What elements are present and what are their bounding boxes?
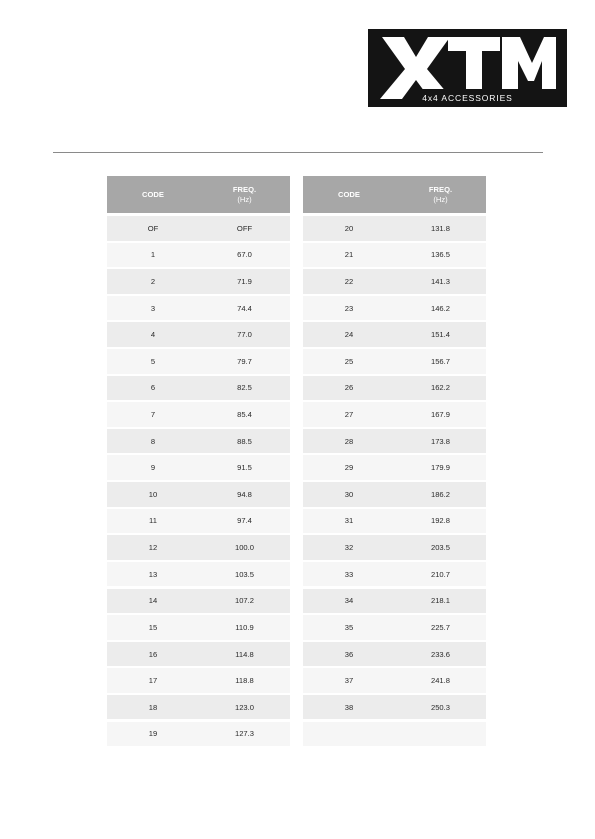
cell-code: 2 <box>150 276 156 286</box>
table-row <box>107 589 290 614</box>
table-row <box>303 695 486 720</box>
table-row <box>107 402 290 427</box>
table-row <box>107 535 290 560</box>
cell-freq: 114.8 <box>235 649 254 659</box>
table-row <box>303 376 486 401</box>
cell-code: 12 <box>148 543 158 553</box>
table-row <box>107 216 290 241</box>
cell-freq: 131.8 <box>430 223 450 233</box>
cell-code: 4 <box>150 330 156 340</box>
cell-code: 31 <box>344 516 354 526</box>
table-header <box>107 176 290 213</box>
cell-freq: 141.3 <box>430 276 450 286</box>
brand-logo <box>368 29 567 107</box>
table-row <box>303 562 486 587</box>
cell-freq: 250.3 <box>430 702 450 712</box>
cell-code: 38 <box>344 702 354 712</box>
cell-code: 13 <box>148 569 158 579</box>
cell-code: 15 <box>148 622 158 632</box>
cell-freq: 100.0 <box>234 543 254 553</box>
cell-code: OF <box>147 223 159 233</box>
table-row <box>303 216 486 241</box>
cell-code: 9 <box>150 463 156 473</box>
cell-freq: 156.7 <box>430 356 450 366</box>
cell-freq: 136.5 <box>430 250 450 260</box>
cell-freq: 162.2 <box>430 383 450 393</box>
ctcss-table-left <box>107 176 290 748</box>
cell-code: 27 <box>344 410 354 420</box>
cell-code: 14 <box>148 596 158 606</box>
table-row <box>303 455 486 480</box>
table-row <box>303 668 486 693</box>
table-row <box>107 296 290 321</box>
table-row <box>107 509 290 534</box>
cell-code: 25 <box>344 356 354 366</box>
table-row <box>107 269 290 294</box>
cell-freq: 151.4 <box>430 330 450 340</box>
table-row <box>303 589 486 614</box>
cell-freq: OFF <box>236 223 253 233</box>
table-header <box>303 176 486 213</box>
table-row <box>107 695 290 720</box>
header-code: CODE <box>142 190 164 199</box>
cell-freq: 225.7 <box>430 622 450 632</box>
cell-code: 6 <box>150 383 156 393</box>
cell-freq: 85.4 <box>237 410 252 420</box>
table-row <box>107 376 290 401</box>
header-freq-unit: (Hz) <box>433 194 448 204</box>
cell-freq: 77.0 <box>237 330 252 340</box>
table-row <box>303 269 486 294</box>
cell-freq: 74.4 <box>237 303 252 313</box>
cell-freq: 192.8 <box>430 516 450 526</box>
cell-freq: 107.2 <box>234 596 254 606</box>
cell-freq: 110.9 <box>235 622 254 632</box>
cell-code: 30 <box>344 489 354 499</box>
table-row <box>107 722 290 747</box>
table-row <box>303 322 486 347</box>
cell-code: 10 <box>148 489 158 499</box>
cell-freq: 71.9 <box>237 276 252 286</box>
cell-freq: 218.1 <box>430 596 450 606</box>
table-row <box>107 642 290 667</box>
header-freq-label: FREQ. <box>428 184 453 194</box>
table-row <box>303 429 486 454</box>
cell-code: 26 <box>344 383 354 393</box>
cell-code: 5 <box>150 356 156 366</box>
header-code: CODE <box>338 190 360 199</box>
cell-freq: 203.5 <box>430 543 450 553</box>
cell-code: 23 <box>344 303 354 313</box>
cell-freq: 210.7 <box>430 569 450 579</box>
cell-code: 19 <box>148 729 158 739</box>
header-freq-label: FREQ. <box>232 184 257 194</box>
header-freq <box>395 185 486 205</box>
table-row <box>107 322 290 347</box>
table-body <box>303 216 486 746</box>
cell-freq: 88.5 <box>237 436 252 446</box>
cell-freq: 91.5 <box>237 463 252 473</box>
cell-code: 28 <box>344 436 354 446</box>
cell-freq: 173.8 <box>430 436 450 446</box>
table-row <box>107 482 290 507</box>
cell-freq: 179.9 <box>430 463 450 473</box>
cell-freq: 97.4 <box>237 516 252 526</box>
cell-code: 18 <box>148 702 158 712</box>
cell-code: 16 <box>148 649 158 659</box>
cell-code: 36 <box>344 649 354 659</box>
cell-code: 22 <box>344 276 354 286</box>
header-freq-unit: (Hz) <box>237 194 252 204</box>
cell-code: 32 <box>344 543 354 553</box>
cell-freq: 127.3 <box>234 729 254 739</box>
cell-freq: 103.5 <box>234 569 254 579</box>
cell-code: 17 <box>148 676 158 686</box>
cell-code: 3 <box>150 303 156 313</box>
cell-freq: 118.8 <box>235 676 254 686</box>
cell-code: 8 <box>150 436 156 446</box>
cell-code: 34 <box>344 596 354 606</box>
cell-code: 37 <box>344 676 354 686</box>
header-freq <box>199 185 290 205</box>
cell-code: 33 <box>344 569 354 579</box>
table-row <box>303 243 486 268</box>
table-row <box>107 668 290 693</box>
cell-freq: 94.8 <box>237 489 252 499</box>
logo-tagline: 4x4 ACCESSORIES <box>422 93 513 103</box>
cell-freq: 67.0 <box>237 250 252 260</box>
table-body <box>107 216 290 746</box>
cell-code: 11 <box>149 516 157 526</box>
header-divider <box>53 152 543 153</box>
table-row <box>107 429 290 454</box>
cell-code: 24 <box>344 330 354 340</box>
cell-freq: 123.0 <box>234 702 254 712</box>
cell-freq: 79.7 <box>237 356 252 366</box>
table-row <box>107 349 290 374</box>
table-row <box>303 482 486 507</box>
table-row <box>303 722 486 747</box>
cell-freq: 82.5 <box>237 383 252 393</box>
table-row <box>303 349 486 374</box>
table-row <box>107 562 290 587</box>
table-row <box>303 535 486 560</box>
cell-code: 29 <box>344 463 354 473</box>
cell-freq: 186.2 <box>430 489 450 499</box>
cell-freq: 233.6 <box>430 649 450 659</box>
table-row <box>107 455 290 480</box>
table-row <box>303 509 486 534</box>
cell-freq: 146.2 <box>430 303 450 313</box>
cell-freq: 241.8 <box>430 676 450 686</box>
table-row <box>303 296 486 321</box>
cell-code: 7 <box>150 410 156 420</box>
cell-code: 20 <box>344 223 354 233</box>
cell-code: 1 <box>150 250 156 260</box>
table-row <box>107 615 290 640</box>
cell-code: 21 <box>344 250 354 260</box>
cell-code: 35 <box>344 622 354 632</box>
table-row <box>107 243 290 268</box>
ctcss-table-right <box>303 176 486 748</box>
cell-freq: 167.9 <box>430 410 450 420</box>
table-row <box>303 642 486 667</box>
table-row <box>303 402 486 427</box>
table-row <box>303 615 486 640</box>
